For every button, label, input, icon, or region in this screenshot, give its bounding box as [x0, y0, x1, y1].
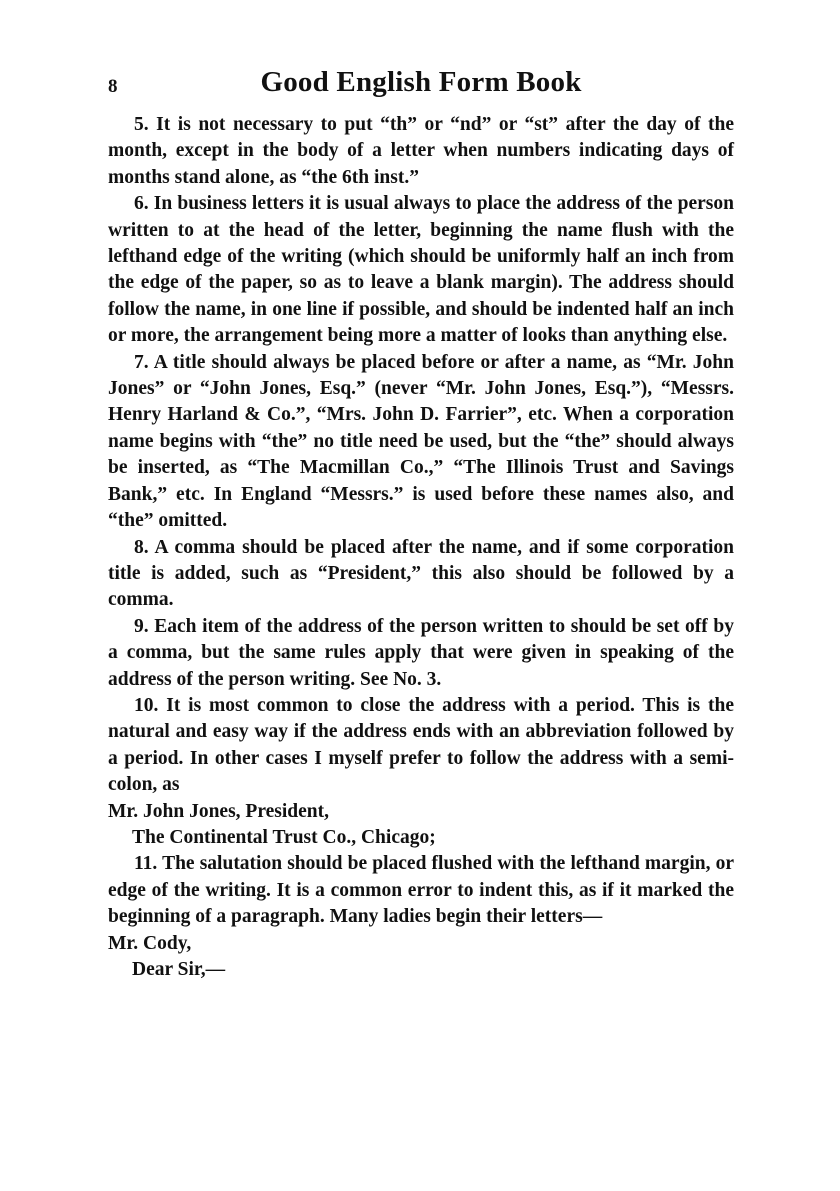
page-header — [108, 66, 734, 106]
page-body — [108, 112, 734, 983]
paragraph-10: 10. It is most common to close the address with a period. This is the natural and easy way if the address ends with an abbreviation followed by a period. In other cases I myself prefer to follow the address with a semi-colon, as — [108, 694, 734, 796]
example-address-line-1: Mr. John Jones, President, — [108, 800, 330, 822]
example-salutation-line-1: Mr. Cody, — [108, 932, 192, 954]
paragraph-11: 11. The salutation should be placed flushed with the lefthand margin, or edge of the writing. It is a common error to indent this, as if it marked the beginning of a paragraph. Many ladies begin their letters— — [108, 853, 734, 928]
paragraph-6: 6. In business letters it is usual always to place the address of the person written to at the head of the letter, beginning the name flush with the lefthand edge of the writing (which should be uniformly half an inch from the edge of the paper, so as to leave a blank margin). The address should follow the name, in one line if possible, and should be indented half an inch or more, the arrangement being more a matter of looks than anything else. — [108, 193, 734, 347]
example-salutation-line-2: Dear Sir,— — [132, 959, 226, 980]
paragraph-5: 5. It is not necessary to put “th” or “nd” or “st” after the day of the month, except in the body of a letter when numbers indicating days of months stand alone, as “the 6th inst.” — [108, 114, 734, 188]
example-address-line-2: The Continental Trust Co., Chicago; — [132, 826, 436, 848]
paragraph-8: 8. A comma should be placed after the name, and if some corporation title is added, such as “President,” this also should be followed by a comma. — [108, 536, 734, 611]
paragraph-9: 9. Each item of the address of the person written to should be set off by a comma, but the same rules apply that were given in speaking of the address of the person writing. See No. 3. — [108, 615, 734, 690]
paragraph-7: 7. A title should always be placed before or after a name, as “Mr. John Jones” or “John Jones, Esq.” (never “Mr. John Jones, Esq.”), “Messrs. Henry Harland & Co.”, “Mrs. John D. Farrier”, etc. When a corporation name begins with “the” no title need be used, but the “the” should always be inserted, as “The Macmillan Co.,” “The Illinois Trust and Savings Bank,” etc. In England “Messrs.” is used before these names also, and “the” omitted. — [108, 351, 734, 532]
page-number: 8 — [108, 76, 118, 97]
running-title: Good English Form Book — [260, 66, 582, 98]
